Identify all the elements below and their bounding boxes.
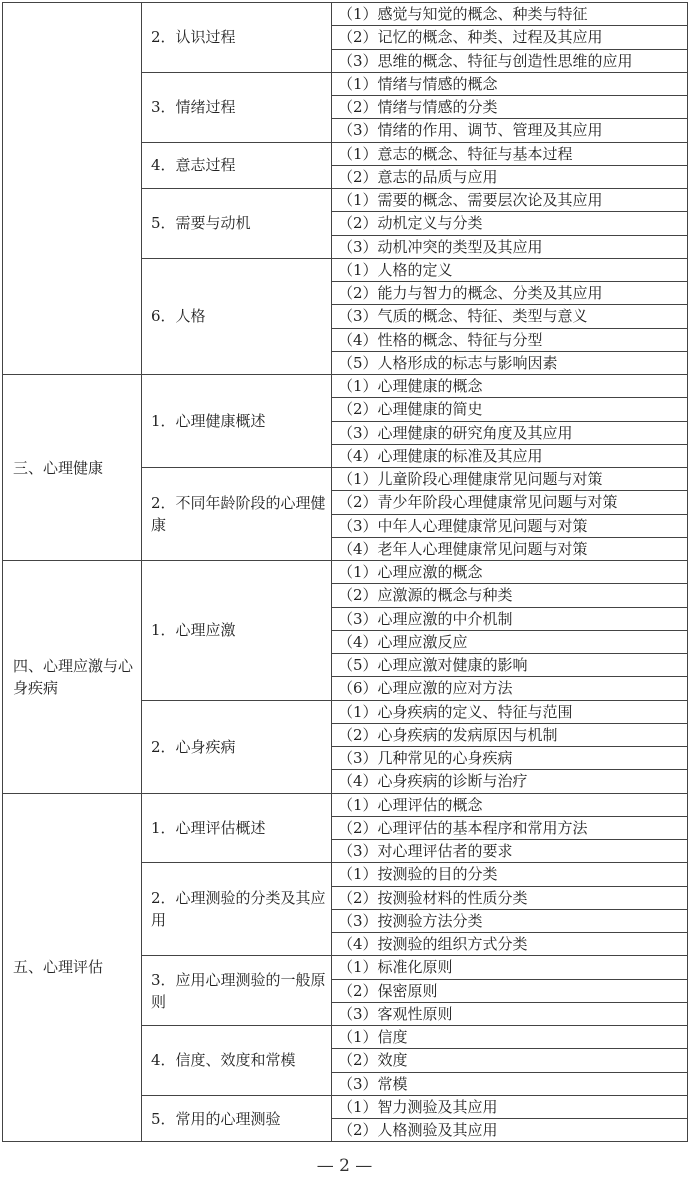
topic-item: （3）常模 <box>332 1072 688 1095</box>
table-row <box>3 793 688 816</box>
topic-item: （3）客观性原则 <box>332 1002 688 1025</box>
subsection-title: 5．需要与动机 <box>142 189 332 259</box>
subsection-title: 1．心理健康概述 <box>142 375 332 468</box>
section-title <box>3 3 142 375</box>
subsection-title: 1．心理评估概述 <box>142 793 332 863</box>
topic-item: （4）按测验的组织方式分类 <box>332 933 688 956</box>
topic-item: （1）人格的定义 <box>332 258 688 281</box>
topic-item: （3）思维的概念、特征与创造性思维的应用 <box>332 49 688 72</box>
topic-item: （2）心身疾病的发病原因与机制 <box>332 723 688 746</box>
subsection-title: 6．人格 <box>142 258 332 374</box>
topic-item: （6）心理应激的应对方法 <box>332 677 688 700</box>
subsection-title: 1．心理应激 <box>142 561 332 701</box>
table-row <box>3 375 688 398</box>
topic-item: （4）心身疾病的诊断与治疗 <box>332 770 688 793</box>
topic-item: （2）心理评估的基本程序和常用方法 <box>332 816 688 839</box>
topic-item: （4）性格的概念、特征与分型 <box>332 328 688 351</box>
topic-item: （4）心理健康的标准及其应用 <box>332 444 688 467</box>
topic-item: （2）按测验材料的性质分类 <box>332 886 688 909</box>
topic-item: （4）心理应激反应 <box>332 630 688 653</box>
topic-item: （2）青少年阶段心理健康常见问题与对策 <box>332 491 688 514</box>
topic-item: （2）心理健康的简史 <box>332 398 688 421</box>
subsection-title: 3．情绪过程 <box>142 72 332 142</box>
table-row <box>3 3 688 26</box>
syllabus-table <box>2 2 688 1142</box>
topic-item: （3）气质的概念、特征、类型与意义 <box>332 305 688 328</box>
subsection-title: 2．心身疾病 <box>142 700 332 793</box>
topic-item: （1）信度 <box>332 1026 688 1049</box>
topic-item: （1）需要的概念、需要层次论及其应用 <box>332 189 688 212</box>
topic-item: （2）情绪与情感的分类 <box>332 96 688 119</box>
topic-item: （1）标准化原则 <box>332 956 688 979</box>
topic-item: （3）动机冲突的类型及其应用 <box>332 235 688 258</box>
subsection-title: 4．信度、效度和常模 <box>142 1026 332 1096</box>
topic-item: （2）保密原则 <box>332 979 688 1002</box>
subsection-title: 3．应用心理测验的一般原则 <box>142 956 332 1026</box>
topic-item: （1）情绪与情感的概念 <box>332 72 688 95</box>
subsection-title: 5．常用的心理测验 <box>142 1095 332 1142</box>
table-row <box>3 561 688 584</box>
topic-item: （2）应激源的概念与种类 <box>332 584 688 607</box>
section-title: 四、心理应激与心身疾病 <box>3 561 142 794</box>
topic-item: （1）感觉与知觉的概念、种类与特征 <box>332 3 688 26</box>
subsection-title: 2．认识过程 <box>142 3 332 73</box>
subsection-title: 2．心理测验的分类及其应用 <box>142 863 332 956</box>
topic-item: （1）心理评估的概念 <box>332 793 688 816</box>
topic-item: （3）情绪的作用、调节、管理及其应用 <box>332 119 688 142</box>
topic-item: （2）效度 <box>332 1049 688 1072</box>
topic-item: （5）人格形成的标志与影响因素 <box>332 351 688 374</box>
topic-item: （3）按测验方法分类 <box>332 909 688 932</box>
topic-item: （2）人格测验及其应用 <box>332 1119 688 1142</box>
topic-item: （1）智力测验及其应用 <box>332 1095 688 1118</box>
topic-item: （5）心理应激对健康的影响 <box>332 654 688 677</box>
topic-item: （2）能力与智力的概念、分类及其应用 <box>332 282 688 305</box>
topic-item: （1）心身疾病的定义、特征与范围 <box>332 700 688 723</box>
subsection-title: 2．不同年龄阶段的心理健康 <box>142 468 332 561</box>
section-title: 五、心理评估 <box>3 793 142 1142</box>
page-number: — 2 — <box>316 1156 373 1176</box>
topic-item: （2）动机定义与分类 <box>332 212 688 235</box>
topic-item: （4）老年人心理健康常见问题与对策 <box>332 537 688 560</box>
topic-item: （1）按测验的目的分类 <box>332 863 688 886</box>
topic-item: （2）记忆的概念、种类、过程及其应用 <box>332 26 688 49</box>
topic-item: （3）心理应激的中介机制 <box>332 607 688 630</box>
topic-item: （3）几种常见的心身疾病 <box>332 747 688 770</box>
topic-item: （3）心理健康的研究角度及其应用 <box>332 421 688 444</box>
topic-item: （1）儿童阶段心理健康常见问题与对策 <box>332 468 688 491</box>
section-title: 三、心理健康 <box>3 375 142 561</box>
topic-item: （3）对心理评估者的要求 <box>332 840 688 863</box>
topic-item: （1）意志的概念、特征与基本过程 <box>332 142 688 165</box>
topic-item: （2）意志的品质与应用 <box>332 165 688 188</box>
topic-item: （3）中年人心理健康常见问题与对策 <box>332 514 688 537</box>
topic-item: （1）心理应激的概念 <box>332 561 688 584</box>
topic-item: （1）心理健康的概念 <box>332 375 688 398</box>
subsection-title: 4．意志过程 <box>142 142 332 189</box>
